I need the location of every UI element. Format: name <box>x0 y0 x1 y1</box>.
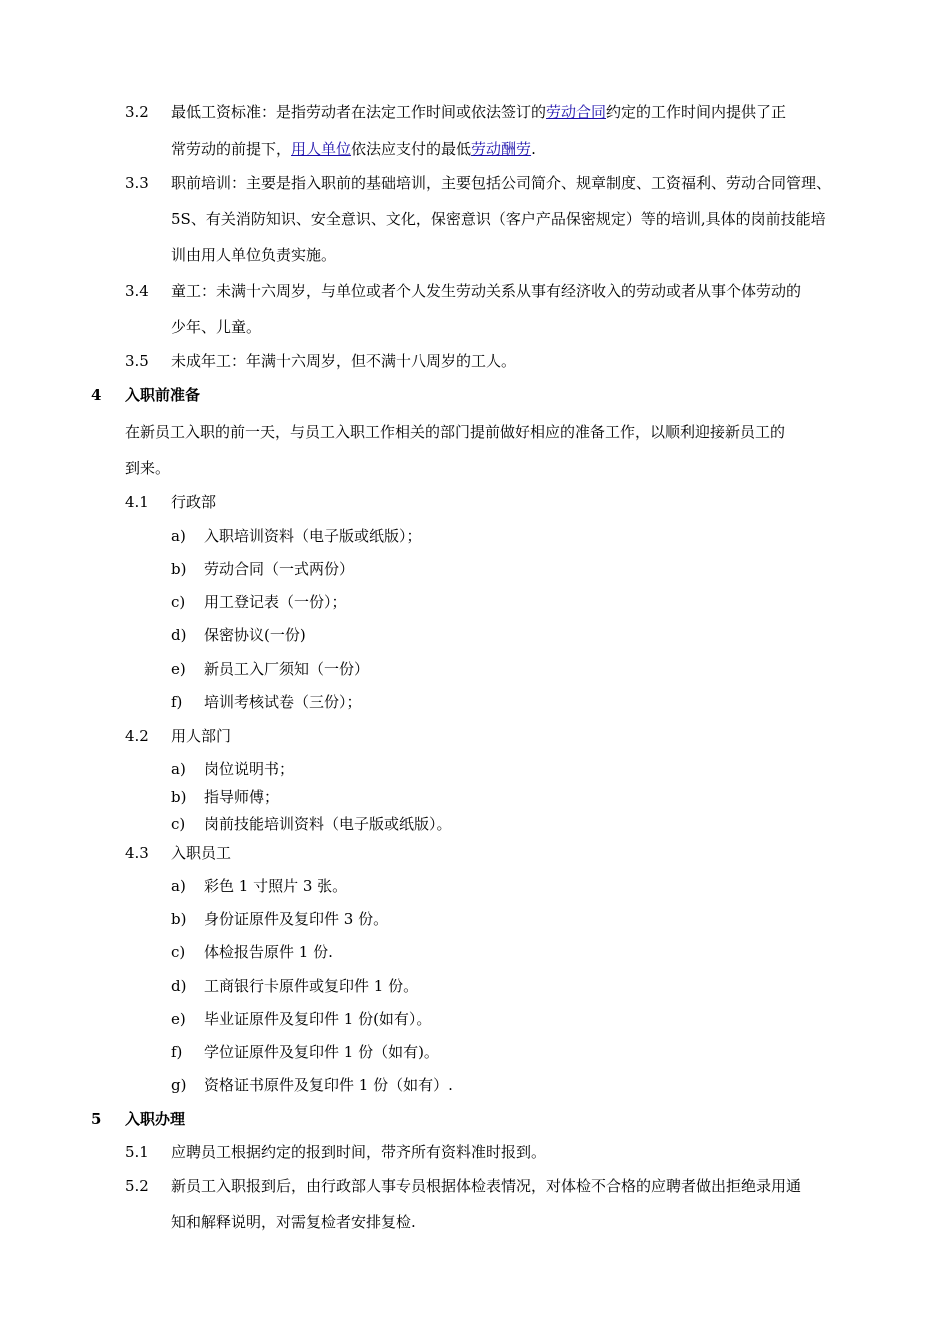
clause-number: 4.1 <box>125 493 149 511</box>
list-item: 岗位说明书； <box>204 760 295 778</box>
list-item: 指导师傅； <box>204 788 280 806</box>
list-marker: g) <box>171 1076 187 1094</box>
clause-number: 5.1 <box>125 1143 149 1161</box>
list-marker: f) <box>171 693 183 711</box>
clause-3-3-line-3: 训由用人单位负责实施。 <box>171 246 337 264</box>
clause-3-5-line-1: 未成年工：年满十六周岁，但不满十八周岁的工人。 <box>171 352 517 370</box>
list-marker: a) <box>171 527 186 545</box>
clause-4-2-title: 用人部门 <box>171 727 232 745</box>
list-item: 劳动合同（一式两份） <box>204 560 355 578</box>
clause-number: 3.4 <box>125 282 149 300</box>
clause-number: 3.5 <box>125 352 149 370</box>
list-item: 身份证原件及复印件 3 份。 <box>204 910 389 928</box>
employer-link[interactable]: 用人单位 <box>291 140 352 158</box>
list-marker: d) <box>171 626 187 644</box>
list-marker: c) <box>171 593 186 611</box>
list-item: 入职培训资料（电子版或纸版）； <box>204 527 422 545</box>
list-item: 岗前技能培训资料（电子版或纸版）。 <box>204 815 452 833</box>
list-item: 体检报告原件 1 份. <box>204 943 333 961</box>
list-marker: e) <box>171 1010 186 1028</box>
labor-remuneration-link[interactable]: 劳动酬劳 <box>471 140 532 158</box>
section-5-title: 入职办理 <box>125 1110 186 1128</box>
list-item: 保密协议(一份) <box>204 626 306 644</box>
section-4-paragraph-line-1: 在新员工入职的前一天，与员工入职工作相关的部门提前做好相应的准备工作，以顺利迎接新员工的 <box>125 423 786 441</box>
list-marker: e) <box>171 660 186 678</box>
list-item: 彩色 1 寸照片 3 张。 <box>204 877 348 895</box>
section-number: 5 <box>91 1110 102 1128</box>
clause-number: 3.3 <box>125 174 149 192</box>
list-item: 资格证书原件及复印件 1 份（如有）. <box>204 1076 453 1094</box>
list-marker: f) <box>171 1043 183 1061</box>
clause-5-2-line-2: 知和解释说明，对需复检者安排复检. <box>171 1213 416 1231</box>
list-marker: b) <box>171 788 187 806</box>
list-item: 用工登记表（一份）； <box>204 593 347 611</box>
list-item: 学位证原件及复印件 1 份（如有)。 <box>204 1043 439 1061</box>
list-marker: b) <box>171 560 187 578</box>
labor-contract-link[interactable]: 劳动合同 <box>546 103 607 121</box>
list-item: 新员工入厂须知（一份） <box>204 660 370 678</box>
clause-number: 3.2 <box>125 103 149 121</box>
clause-4-3-title: 入职员工 <box>171 844 232 862</box>
clause-3-2-line-2: 常劳动的前提下，用人单位依法应支付的最低劳动酬劳. <box>171 140 536 158</box>
clause-3-2-line-1: 最低工资标准：是指劳动者在法定工作时间或依法签订的劳动合同约定的工作时间内提供了正 <box>171 103 787 121</box>
list-item: 毕业证原件及复印件 1 份(如有）。 <box>204 1010 432 1028</box>
clause-5-2-line-1: 新员工入职报到后，由行政部人事专员根据体检表情况，对体检不合格的应聘者做出拒绝录用通 <box>171 1177 802 1195</box>
section-number: 4 <box>91 386 102 404</box>
list-item: 工商银行卡原件或复印件 1 份。 <box>204 977 419 995</box>
clause-3-4-line-1: 童工：未满十六周岁，与单位或者个人发生劳动关系从事有经济收入的劳动或者从事个体劳动的 <box>171 282 802 300</box>
section-4-title: 入职前准备 <box>125 386 201 404</box>
clause-number: 4.2 <box>125 727 149 745</box>
clause-3-4-line-2: 少年、儿童。 <box>171 318 262 336</box>
list-marker: c) <box>171 943 186 961</box>
list-marker: c) <box>171 815 186 833</box>
clause-5-1-line-1: 应聘员工根据约定的报到时间，带齐所有资料准时报到。 <box>171 1143 547 1161</box>
list-marker: d) <box>171 977 187 995</box>
list-item: 培训考核试卷（三份）； <box>204 693 362 711</box>
section-4-paragraph-line-2: 到来。 <box>125 459 171 477</box>
list-marker: a) <box>171 877 186 895</box>
clause-3-3-line-1: 职前培训：主要是指入职前的基础培训，主要包括公司简介、规章制度、工资福利、劳动合同管理、 <box>171 174 832 192</box>
list-marker: b) <box>171 910 187 928</box>
list-marker: a) <box>171 760 186 778</box>
clause-3-3-line-2: 5S、有关消防知识、安全意识、文化，保密意识（客户产品保密规定）等的培训,具体的岗前技能培 <box>171 210 826 228</box>
clause-4-1-title: 行政部 <box>171 493 217 511</box>
clause-number: 5.2 <box>125 1177 149 1195</box>
clause-number: 4.3 <box>125 844 149 862</box>
